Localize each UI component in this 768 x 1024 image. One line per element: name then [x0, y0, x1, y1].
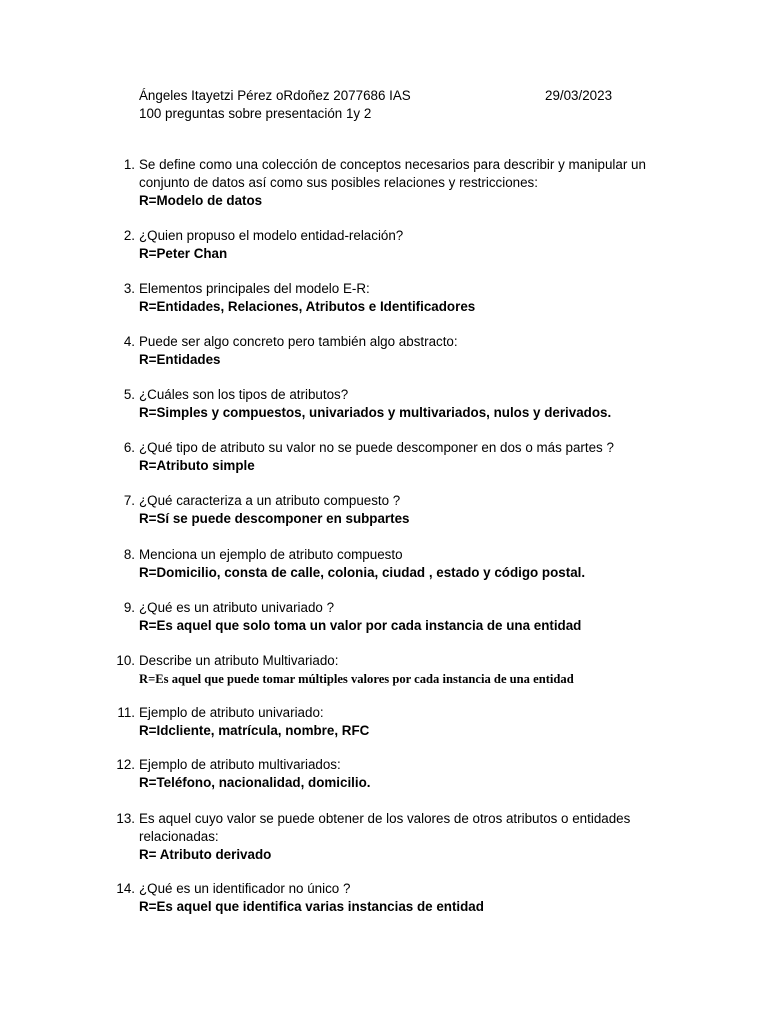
answer-text: R=Idcliente, matrícula, nombre, RFC — [139, 723, 370, 738]
question-text: Es aquel cuyo valor se puede obtener de los valores de otros atributos o entidades relacionadas: — [139, 811, 631, 844]
question-number: 7. — [123, 493, 135, 508]
question-number: 3. — [123, 281, 135, 296]
question-number: 14. — [116, 881, 135, 896]
question-text: ¿Qué tipo de atributo su valor no se puede descomponer en dos o más partes ? — [139, 440, 614, 455]
question-number: 12. — [116, 757, 135, 772]
question-text: Puede ser algo concreto pero también algo abstracto: — [139, 334, 458, 349]
answer-text: R=Simples y compuestos, univariados y multivariados, nulos y derivados. — [139, 405, 612, 420]
question-text: Ejemplo de atributo multivariados: — [139, 757, 341, 772]
answer-text: R= Atributo derivado — [139, 847, 272, 862]
question-number: 13. — [116, 811, 135, 826]
question-number: 8. — [123, 547, 135, 562]
question-number: 9. — [123, 600, 135, 615]
header-line-1 — [139, 87, 639, 105]
question-text: Se define como una colección de conceptos necesarios para describir y manipular un conjunto de datos así como sus posibles relaciones y restricciones: — [139, 157, 646, 190]
answer-text: R=Es aquel que puede tomar múltiples valores por cada instancia de una entidad — [139, 672, 574, 686]
question-number: 2. — [123, 228, 135, 243]
question-text: Describe un atributo Multivariado: — [139, 653, 339, 668]
question-text: Elementos principales del modelo E-R: — [139, 281, 370, 296]
answer-text: R=Atributo simple — [139, 458, 255, 473]
question-text: Menciona un ejemplo de atributo compuesto — [139, 547, 403, 562]
author-info: Ángeles Itayetzi Pérez oRdoñez 2077686 IAS — [139, 88, 411, 103]
question-number: 6. — [123, 440, 135, 455]
question-text: ¿Qué es un atributo univariado ? — [139, 600, 335, 615]
question-text: ¿Quien propuso el modelo entidad-relación? — [139, 228, 404, 243]
question-text: ¿Qué es un identificador no único ? — [139, 881, 351, 896]
question-text: ¿Qué caracteriza a un atributo compuesto ? — [139, 493, 401, 508]
question-number: 10. — [116, 653, 135, 668]
answer-text: R=Entidades, Relaciones, Atributos e Identificadores — [139, 299, 476, 314]
answer-text: R=Teléfono, nacionalidad, domicilio. — [139, 775, 371, 790]
answer-text: R=Es aquel que identifica varias instancias de entidad — [139, 899, 484, 914]
question-number: 4. — [123, 334, 135, 349]
answer-text: R=Sí se puede descomponer en subpartes — [139, 511, 410, 526]
answer-text: R=Domicilio, consta de calle, colonia, ciudad , estado y código postal. — [139, 565, 586, 580]
answer-text: R=Modelo de datos — [139, 193, 263, 208]
document-subtitle: 100 preguntas sobre presentación 1y 2 — [139, 106, 372, 121]
question-number: 11. — [117, 705, 135, 720]
question-text: ¿Cuáles son los tipos de atributos? — [139, 387, 349, 402]
question-number: 5. — [123, 387, 135, 402]
question-number: 1. — [123, 157, 135, 172]
answer-text: R=Peter Chan — [139, 246, 228, 261]
document-date: 29/03/2023 — [545, 88, 613, 103]
answer-text: R=Es aquel que solo toma un valor por cada instancia de una entidad — [139, 618, 582, 633]
question-text: Ejemplo de atributo univariado: — [139, 705, 324, 720]
document-header — [139, 87, 639, 123]
answer-text: R=Entidades — [139, 352, 221, 367]
